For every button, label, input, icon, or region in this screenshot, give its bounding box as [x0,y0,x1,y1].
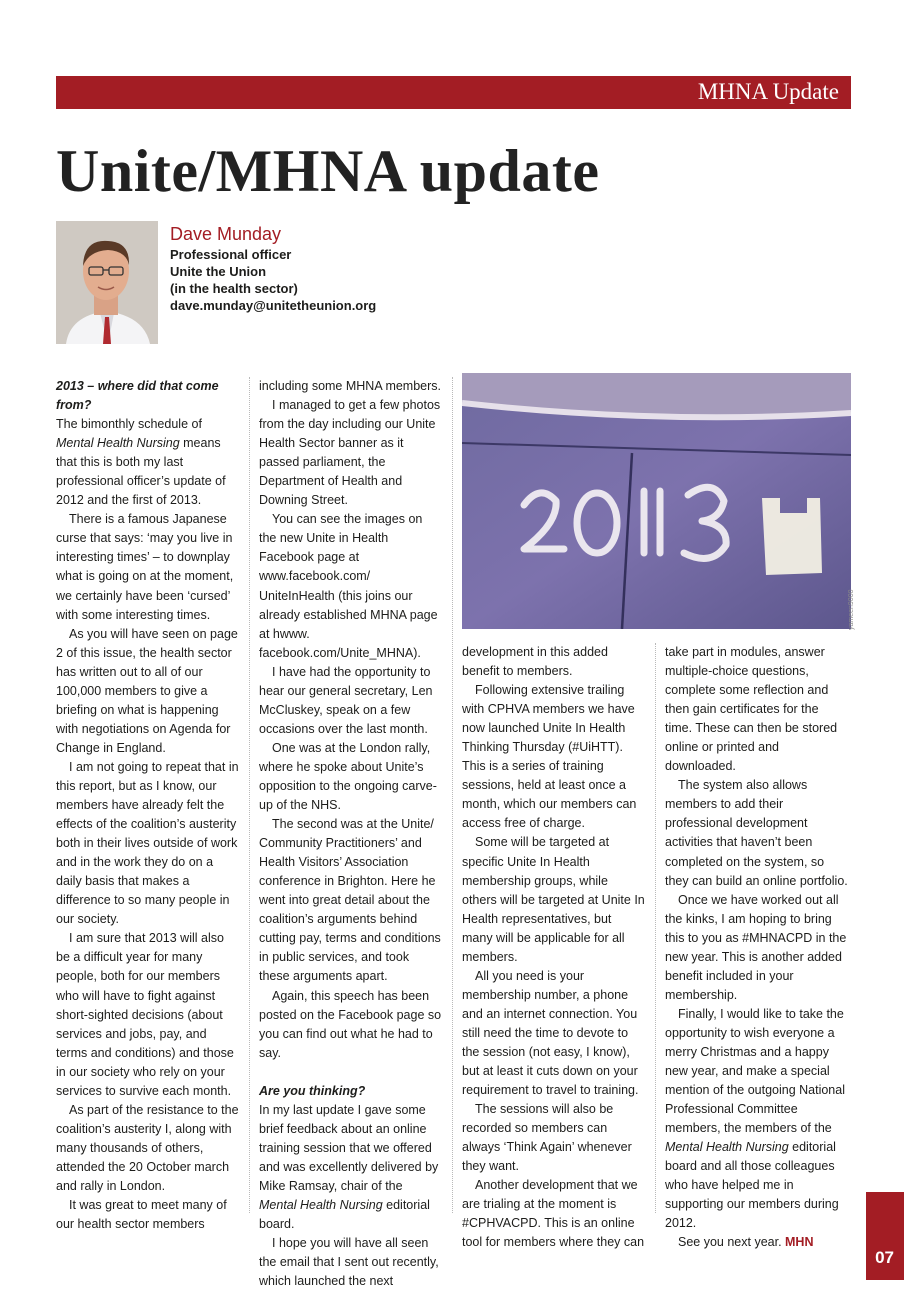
author-photo [56,221,158,344]
paragraph: Again, this speech has been posted on the Facebook page so you can find out what he had to say. [259,988,442,1060]
article-column-2 [259,377,442,1291]
photo-credit: yameen9000 [848,589,855,630]
paragraph: The sessions will also be recorded so members can always ‘Think Again’ whenever they want. [462,1102,632,1174]
paragraph: In my last update I gave some brief feedback about an online training session that we offered and was excellently delivered by Mike Ramsay, chair of the Mental Health Nursing editorial board. [259,1102,439,1232]
author-org: Unite the Union [170,264,267,279]
section-banner [56,76,851,109]
pavement-image [462,373,851,629]
paragraph: There is a famous Japanese curse that says: ‘may you live in interesting times’ – to downplay what is going on at the moment, we certainly have been ‘cursed’ with some interesting times. [56,512,234,622]
paragraph: All you need is your membership number, a phone and an internet connection. You still need the time to devote to the session (not easy, I know), but at least it cuts down on your requirement to travel to training. [462,968,639,1098]
page-number-tab [866,1192,904,1280]
paragraph: It was great to meet many of our health sector members [56,1198,227,1232]
paragraph: As you will have seen on page 2 of this issue, the health sector has written out to all of our 100,000 members to give a briefing on what is happening with negotiations on Agenda for Change in England. [56,626,238,755]
author-block [170,224,376,314]
paragraph: I am not going to repeat that in this report, but as I know, our members have already felt the effects of the coalition’s austerity both in their lives outside of work and in the work they do on a daily basis that makes a difference to so many people in our society. [56,759,239,927]
subheading-are-you-thinking: Are you thinking? [259,1083,366,1098]
paragraph: I managed to get a few photos from the day including our Unite Health Sector banner as it passed parliament, the Department of Health and Downing Street. [259,398,441,508]
author-portrait-image [56,221,158,344]
article-column-4 [665,643,848,1253]
author-email[interactable]: dave.munday@unitetheunion.org [170,298,377,313]
author-role: Professional officer [170,247,292,262]
pavement-2013-photo [462,373,851,629]
paragraph: See you next year. MHN [678,1235,814,1250]
column-divider [655,643,656,1213]
column-divider [249,377,250,1213]
author-sector: (in the health sector) [170,281,298,296]
paragraph: The system also allows members to add their professional development activities that haven’t been completed on the system, so they can build an online portfolio. [665,778,848,888]
paragraph: Following extensive trailing with CPHVA members we have now launched Unite In Health Thinking Thursday (#UiHTT). This is a series of training sessions, held at least once a month, which our members can access free of charge. [462,683,637,831]
paragraph: Some will be targeted at specific Unite In Health membership groups, while others will be targeted at Unite In Health representatives, but many will be applicable for all members. [462,835,645,964]
column-divider [452,377,453,1213]
subheading-2013: 2013 – where did that come from? [56,379,219,413]
paragraph: The second was at the Unite/ Community Practitioners’ and Health Visitors’ Association conference in Brighton. Here he went into great detail about the coalition’s arguments behind cutting pay, terms and conditions in public services, and took these arguments apart. [259,817,441,984]
paragraph: One was at the London rally, where he spoke about Unite’s opposition to the ongoing carve-up of the NHS. [259,740,437,813]
paragraph: As part of the resistance to the coalition’s austerity I, along with many thousands of others, attended the 20 October march and rally in London. [56,1102,239,1193]
section-label: MHNA Update [697,79,839,104]
end-mark: MHN [785,1235,814,1250]
author-name: Dave Munday [170,224,282,244]
paragraph: I am sure that 2013 will also be a difficult year for many people, both for our members who will have to fight against short-sighted decisions (about services and jobs, pay, and terms and conditions) and those in our society who rely on your services to survive each month. [56,931,234,1098]
paragraph: I hope you will have all seen the email that I sent out recently, which launched the next [259,1236,439,1289]
paragraph: I have had the opportunity to hear our general secretary, Len McCluskey, speak on a few occasions over the last month. [259,664,433,736]
page-number: 07 [875,1248,894,1267]
paragraph: You can see the images on the new Unite in Health Facebook page at www.facebook.com/ UniteInHealth (this joins our already established MHNA page at hwww. facebook.com/Unite_MHNA). [259,512,438,660]
paragraph: take part in modules, answer multiple-choice questions, complete some reflection and then gain certificates for the time. These can then be stored online or printed and downloaded. [665,645,838,774]
paragraph: Finally, I would like to take the opportunity to wish everyone a merry Christmas and a happy new year, and make a special mention of the outgoing National Professional Committee members, the members of the Mental Health Nursing editorial board and all those colleagues who have helped me in supporting our members during 2012. [665,1006,845,1231]
article-column-1 [56,377,239,1234]
paragraph: Another development that we are trialing at the moment is #CPHVACPD. This is an online tool for members where they can [462,1178,645,1250]
article-column-3 [462,643,645,1253]
paragraph: development in this added benefit to members. [462,645,608,679]
paragraph: Once we have worked out all the kinks, I am hoping to bring this to you as #MHNACPD in the new year. This is another added benefit included in your membership. [665,892,847,1002]
paragraph: including some MHNA members. [259,379,442,393]
article-title: Unite/MHNA update [56,138,600,204]
paragraph: The bimonthly schedule of Mental Health Nursing means that this is both my last professional officer’s update of 2012 and the first of 2013. [56,417,226,508]
